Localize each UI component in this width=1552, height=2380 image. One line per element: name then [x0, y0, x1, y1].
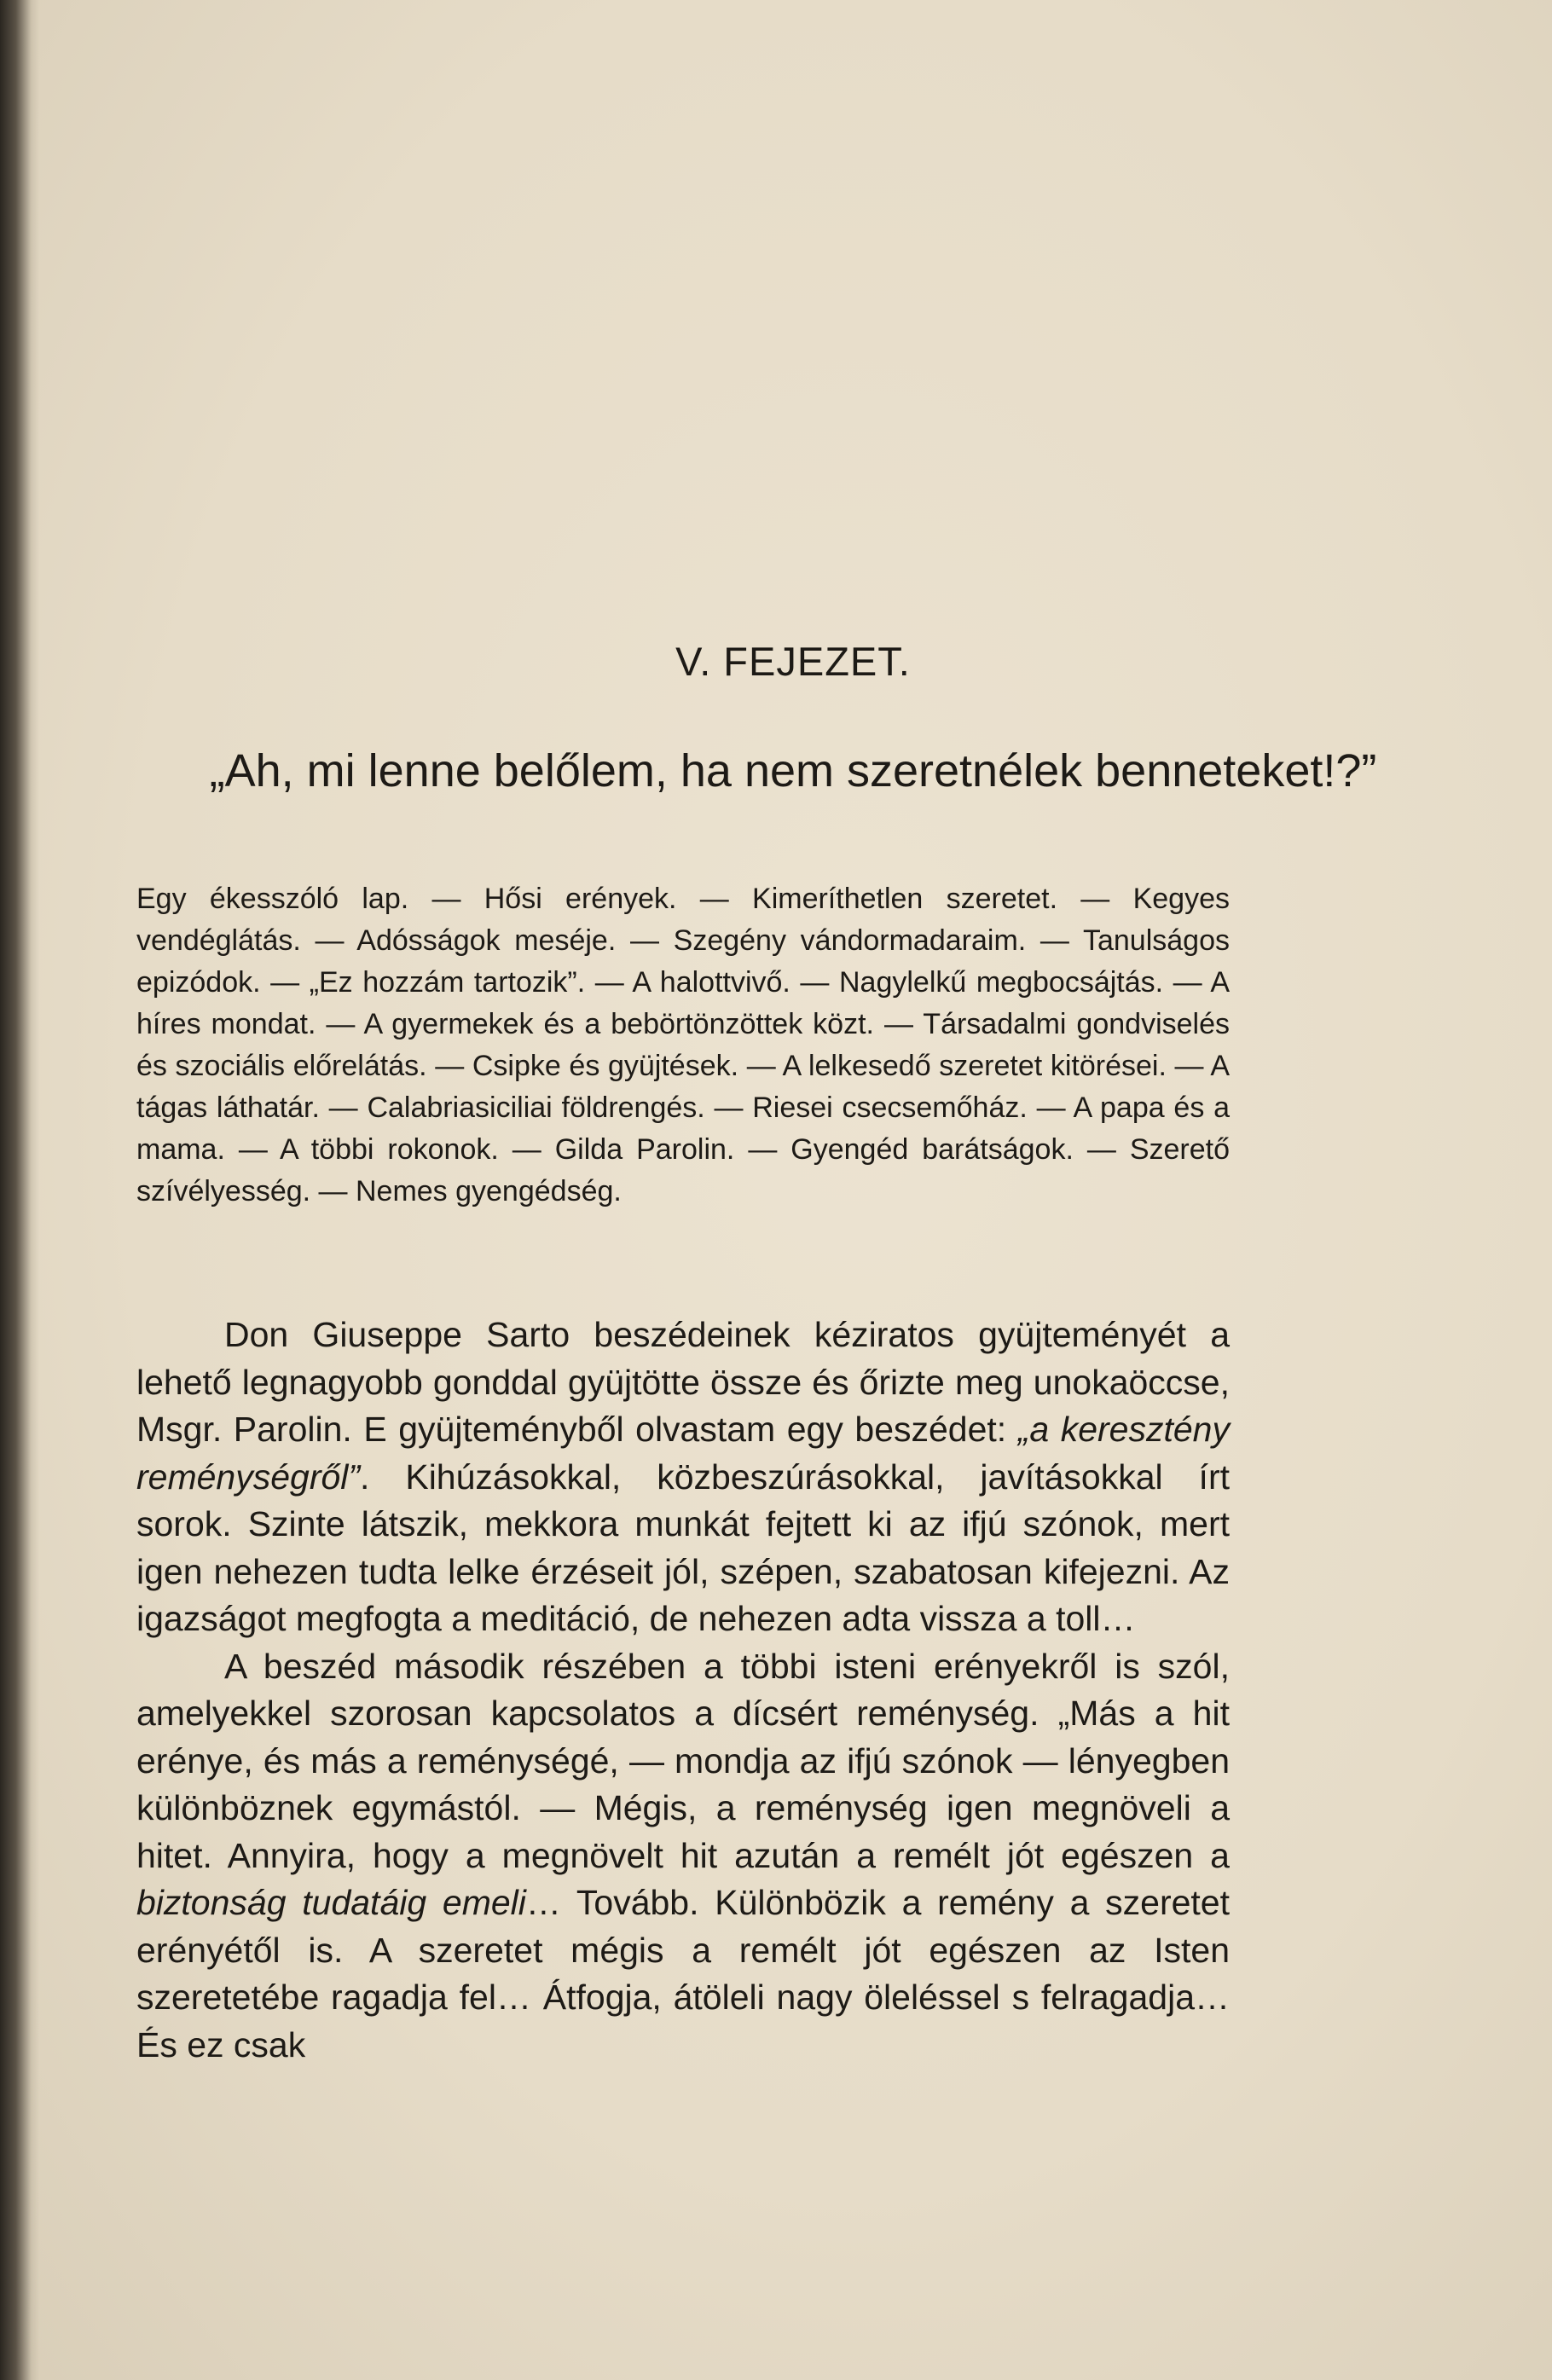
paragraph-1-text-b: . Kihúzásokkal, közbeszúrásokkal, javításokkal írt sorok. Szinte látszik, mekkora munkát fejtett ki az ifjú szónok, mert igen nehezen tudta lelke érzéseit jól, szépen, szabatosan kifejezni. Az igazságot megfogta a meditáció, de nehezen adta vissza a toll…	[136, 1456, 1230, 1638]
paragraph-2-text-a: A beszéd második részében a többi isteni erényekről is szól, amelyekkel szorosan kapcsolatos a dícsért reménység. „Más a hit erénye, és más a reménységé, — mondja az ifjú szónok — lényegben különböznek egymástól. — Mégis, a reménység igen megnöveli a hitet. Annyira, hogy a megnövelt hit azután a remélt jót egészen a	[136, 1646, 1230, 1875]
sermon-title: „a keresztény reménységről”	[136, 1410, 1230, 1497]
chapter-synopsis: Egy ékesszóló lap. — Hősi erények. — Kimeríthetlen szeretet. — Kegyes vendéglátás. — Adósságok meséje. — Szegény vándormadaraim. — Tanulságos epizódok. — „Ez hozzám tartozik”. — A halottvivő. — Nagylelkű megbocsájtás. — A híres mondat. — A gyermekek és a bebörtönzöttek közt. — Társadalmi gondviselés és szociális előrelátás. — Csipke és gyüjtések. — A lelkesedő szeretet kitörései. — A tágas láthatár. — Calabriasiciliai földrengés. — Riesei csecsemőház. — A papa és a mama. — A többi rokonok. — Gilda Parolin. — Gyengéd barátságok. — Szerető szívélyesség. — Nemes gyengédség.	[136, 883, 1230, 1207]
paragraph-1-text-a: Don Giuseppe Sarto beszédeinek kéziratos gyüjteményét a lehető legnagyobb gonddal gyüjtötte össze és őrizte meg unokaöccse, Msgr. Parolin. E gyüjteményből olvastam egy beszédet:	[136, 1315, 1230, 1449]
spine-shadow	[0, 0, 39, 2380]
body-text	[136, 1312, 1230, 2069]
chapter-subtitle: „Ah, mi lenne belőlem, ha nem szeretnélek benneteket!?”	[209, 745, 1377, 796]
paragraph-2	[136, 1643, 1230, 2070]
paragraph-1	[136, 1312, 1230, 1643]
emphasis-phrase: biztonság tudatáig emeli	[136, 1883, 526, 1922]
chapter-heading: V. FEJEZET.	[675, 639, 911, 684]
paragraph-2-text-b: … Tovább. Különbözik a remény a szeretet erényétől is. A szeretet mégis a remélt jót egészen az Isten szeretetébe ragadja fel… Átfogja, átöleli nagy öleléssel s felragadja… És ez csak	[136, 1883, 1230, 2064]
